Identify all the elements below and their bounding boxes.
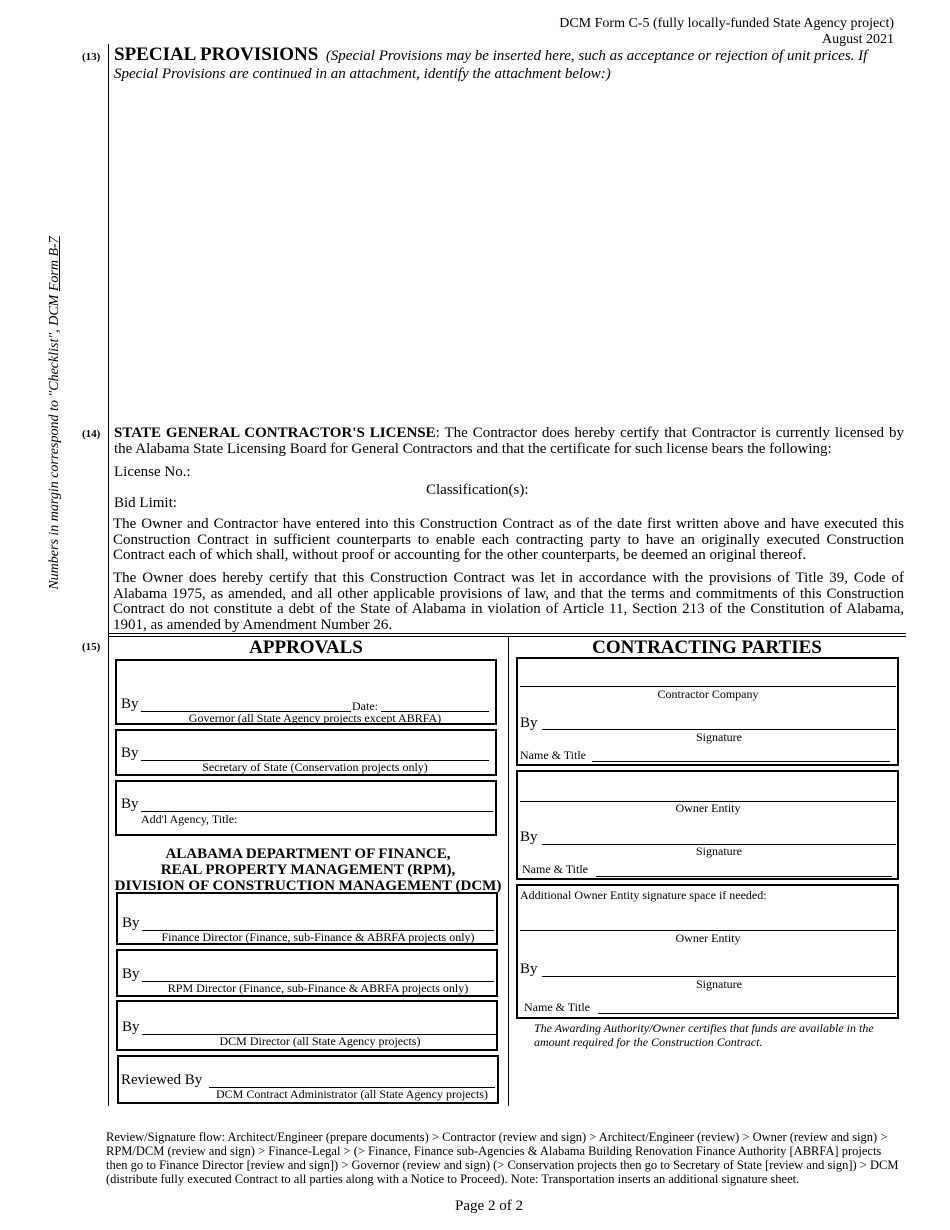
margin-note: Numbers in margin correspond to "Checklist", DCM Form B-7 [47,236,62,590]
by-label: By [520,715,538,731]
contractor-company-caption: Contractor Company [657,687,759,701]
owner-name-title-line[interactable] [596,876,892,877]
additional-owner-label: Additional Owner Entity signature space if needed: [520,888,767,902]
page-number: Page 2 of 2 [455,1198,523,1214]
reviewed-by-box [117,1055,499,1104]
form-date: August 2021 [822,32,894,47]
secretary-signature-box [115,729,497,776]
reviewed-by-label: Reviewed By [121,1072,203,1088]
finance-director-box [116,892,498,945]
margin-form-ref: Form B-7 [47,236,62,292]
by-label: By [520,961,538,977]
owner-entity-caption: Owner Entity [675,931,741,945]
by-label: By [121,696,139,712]
approvals-title: APPROVALS [249,637,363,658]
special-provisions-note: (Special Provisions may be inserted here, such as acceptance or rejection of unit prices. If Special Provisions are continued in an attachment, identify the attachment below:) [114,48,868,82]
date-label: Date: [352,699,378,713]
owner-box [516,770,899,880]
by-label: By [520,829,538,845]
governor-signature-box [115,659,497,725]
special-provisions-title: SPECIAL PROVISIONS [114,44,319,65]
license-paragraph: STATE GENERAL CONTRACTOR'S LICENSE: The Contractor does hereby certify that Contractor is currently licensed by the Alabama State Licensing Board for General Contractors and that the certificate for such license bears the following: [114,425,904,457]
rpm-director-caption: RPM Director (Finance, sub-Finance & ABRFA projects only) [167,981,469,995]
funds-availability-note: The Awarding Authority/Owner certifies that funds are available in the amount required for the Construction Contract. [534,1021,874,1049]
governor-caption: Governor (all State Agency projects except ABRFA) [188,711,442,725]
additional-owner-name-title-line[interactable] [598,1013,896,1014]
owner-entity-caption: Owner Entity [675,801,741,815]
certification-paragraph: The Owner does hereby certify that this Construction Contract was let in accordance with the provisions of Title 39, Code of Alabama 1975, as amended, and all other applicable provisions of law, and that the terms and commitments of this Construction Contract do not constitute a debt of the State of Alabama in violation of Article 11, Section 213 of the Constitution of Alabama, 1901, as amended by Amendment Number 26. [113,570,904,633]
center-divider [508,636,509,1106]
secretary-caption: Secretary of State (Conservation projects only) [202,760,428,774]
license-title: STATE GENERAL CONTRACTOR'S LICENSE [114,425,436,441]
department-header: ALABAMA DEPARTMENT OF FINANCE, REAL PROPERTY MANAGEMENT (RPM), DIVISION OF CONSTRUCTION MANAGEMENT (DCM) [114,846,502,894]
signature-caption: Signature [696,730,742,744]
bid-limit-label: Bid Limit: [114,495,177,511]
signature-caption: Signature [696,977,742,991]
section-13-number: (13) [82,51,101,63]
name-title-label: Name & Title [522,862,589,876]
by-label: By [121,745,139,761]
license-no-label: License No.: [114,464,191,480]
special-provisions [114,46,904,83]
section-14-number: (14) [82,428,101,440]
addl-agency-caption: Add'l Agency, Title: [141,812,238,826]
by-label: By [121,796,139,812]
name-title-label: Name & Title [524,1000,591,1014]
dcm-admin-caption: DCM Contract Administrator (all State Agency projects) [216,1087,488,1101]
by-label: By [122,1019,140,1035]
special-provisions-area[interactable] [114,92,904,417]
classification-label: Classification(s): [426,482,529,498]
section-rule-top [108,633,906,634]
contracting-parties-title: CONTRACTING PARTIES [592,637,822,658]
section-15-number: (15) [82,641,101,653]
finance-director-caption: Finance Director (Finance, sub-Finance & ABRFA projects only) [161,930,475,944]
dcm-director-box [116,1000,498,1051]
by-label: By [122,915,140,931]
signature-flow-note: Review/Signature flow: Architect/Engineer (prepare documents) > Contractor (review and sign) > Architect/Engineer (review) > Owner (review and sign) > RPM/DCM (review and sign) > Finance-Legal > (> Finance, Finance sub-Agencies & Alabama Building Renovation Finance Authority [ABRFA] projects then go to Finance Director [review and sign]) > Governor (review and sign) (> Conservation projects then go to Secretary of State [review and sign]) > DCM (distribute fully executed Contract to all parties along with a Notice to Proceed). Note: Transportation inserts an additional signature sheet. [106,1130,899,1186]
left-margin-rule [108,44,109,1106]
signature-caption: Signature [696,844,742,858]
dcm-director-caption: DCM Director (all State Agency projects) [219,1034,421,1048]
addl-agency-signature-box [115,780,497,836]
by-label: By [122,966,140,982]
rpm-director-box [116,949,498,997]
form-id: DCM Form C-5 (fully locally-funded State Agency project) [559,16,894,31]
additional-owner-box [516,884,899,1019]
contractor-box [516,657,899,766]
name-title-label: Name & Title [520,748,587,762]
contractor-name-title-line[interactable] [592,761,890,762]
execution-paragraph: The Owner and Contractor have entered into this Construction Contract as of the date first written above and have executed this Construction Contract in sufficient counterparts to enable each contracting party to have an originally executed Construction Contract each of which shall, without proof or accounting for the other counterparts, be deemed an original thereof. [113,516,904,563]
